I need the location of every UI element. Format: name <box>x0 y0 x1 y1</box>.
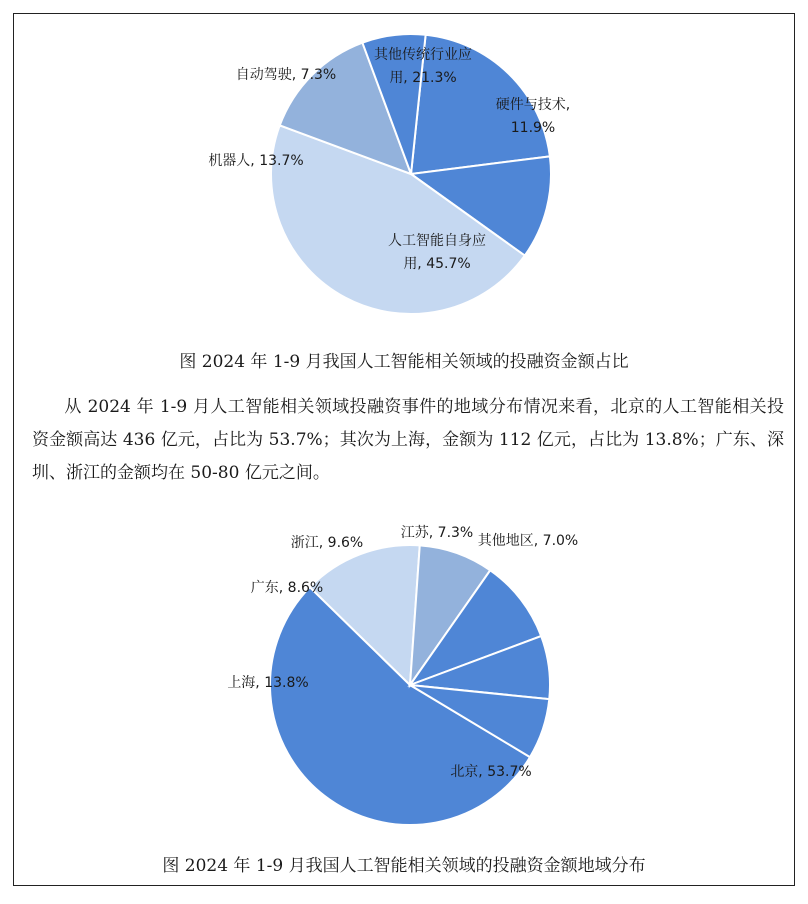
regions-slice-label-2: 广东, 8.6% <box>250 580 324 596</box>
pie-chart-regions <box>0 515 808 845</box>
regions-slice-label-1: 上海, 13.8% <box>227 675 309 691</box>
sectors-slice-label-4: 自动驾驶, 7.3% <box>235 67 337 83</box>
sectors-slice-label-2: 人工智能自身应用, 45.7% <box>388 233 486 272</box>
body-paragraph <box>32 391 784 490</box>
body-paragraph-text: 从 2024 年 1-9 月人工智能相关领域投融资事件的地域分布情况来看，北京的人工智能相关投资金额高达 436 亿元，占比为 53.7%；其次为上海，金额为 112 亿元，占比为 13.8%；广东、深圳、浙江的金额均在 50-80 亿元之间。 <box>32 397 784 483</box>
sectors-slice-label-3: 机器人, 13.7% <box>208 153 304 169</box>
sectors-slice-label-0: 其他传统行业应用, 21.3% <box>374 47 472 86</box>
regions-slice-label-0: 北京, 53.7% <box>450 764 532 780</box>
sectors-slice-label-1: 硬件与技术, 11.9% <box>495 97 571 136</box>
regions-slice-label-4: 江苏, 7.3% <box>400 525 474 541</box>
regions-slice-label-3: 浙江, 9.6% <box>290 535 364 551</box>
figure-caption-sectors: 图 2024 年 1-9 月我国人工智能相关领域的投融资金额占比 <box>179 352 629 372</box>
figure-caption-regions: 图 2024 年 1-9 月我国人工智能相关领域的投融资金额地域分布 <box>162 856 646 876</box>
regions-slice-label-5: 其他地区, 7.0% <box>477 533 579 549</box>
pie-chart-sectors <box>0 0 808 340</box>
